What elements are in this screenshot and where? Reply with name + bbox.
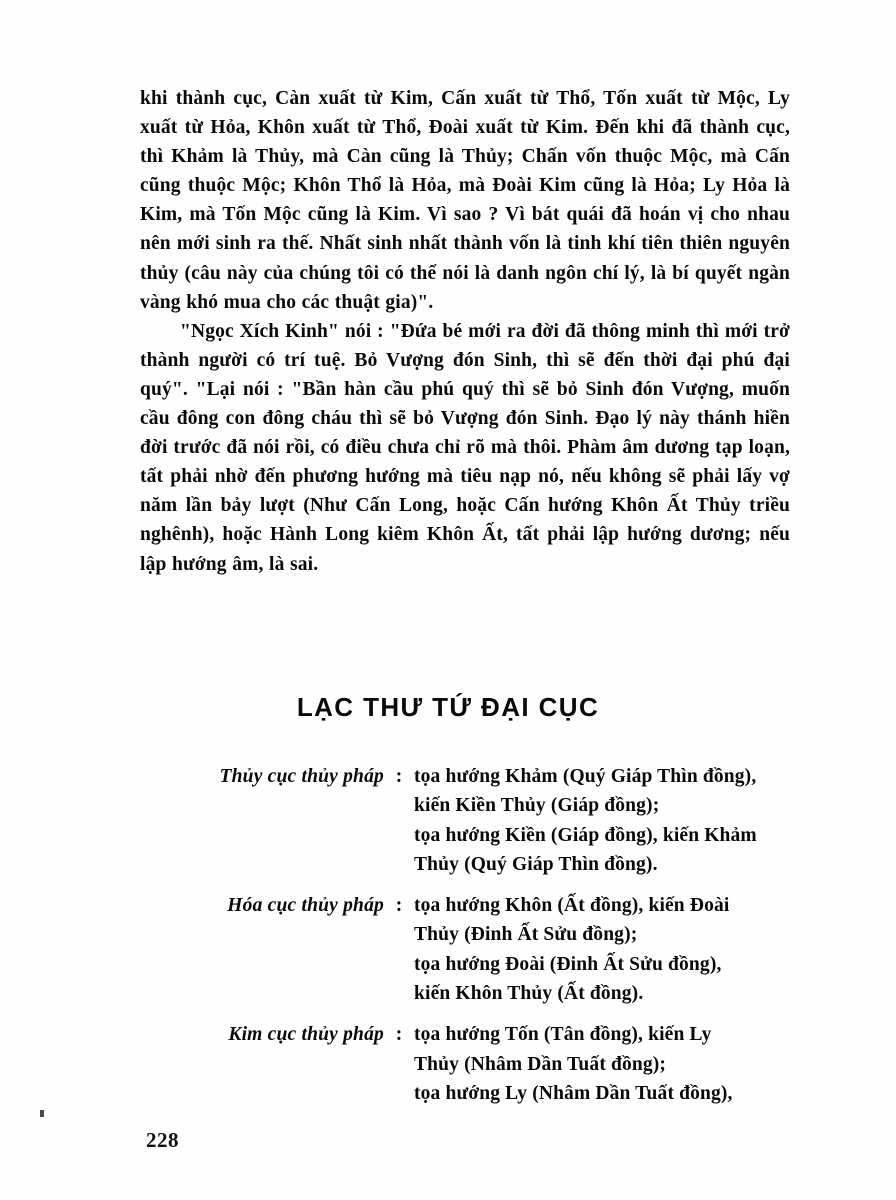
definition-line: Thủy (Nhâm Dần Tuất đồng); <box>414 1053 667 1075</box>
definition-line: tọa hướng Kiền (Giáp đồng), kiến Khảm <box>414 824 757 846</box>
section-heading: LẠC THƯ TỨ ĐẠI CỤC <box>296 692 600 722</box>
definition-row-kim-cuc <box>140 1020 796 1108</box>
definition-line: kiến Kiền Thủy (Giáp đồng); <box>414 795 660 817</box>
definition-list <box>140 762 796 1108</box>
definition-content-thuy-cuc <box>406 762 796 879</box>
definition-line: tọa hướng Tốn (Tân đồng), kiến Ly <box>414 1024 712 1046</box>
definition-row-thuy-cuc <box>140 762 796 879</box>
definition-label-thuy-cuc: Thủy cục thủy pháp <box>219 766 384 787</box>
definition-line: tọa hướng Khảm (Quý Giáp Thìn đồng), <box>414 766 757 787</box>
page-number: 228 <box>146 1128 179 1152</box>
definition-line: tọa hướng Đoài (Đinh Ất Sửu đồng), <box>414 953 722 975</box>
definition-content-kim-cuc <box>406 1020 796 1108</box>
definition-colon: : <box>395 766 403 787</box>
paragraph-1: khi thành cục, Càn xuất từ Kim, Cấn xuất từ Thổ, Tốn xuất từ Mộc, Ly xuất từ Hỏa, Khôn xuất từ Thổ, Đoài xuất từ Kim. Đến khi đã thành cục, thì Khảm là Thủy, mà Càn cũng là Thủy; Chấn vốn thuộc Mộc, mà Cấn cũng thuộc Mộc; Khôn Thổ là Hỏa, mà Đoài Kim cũng là Hỏa; Ly Hỏa là Kim, mà Tốn Mộc cũng là Kim. Vì sao ? Vì bát quái đã hoán vị cho nhau nên mới sinh ra thế. Nhất sinh nhất thành vốn là tinh khí tiên thiên nguyên thủy (câu này của chúng tôi có thể nói là danh ngôn chí lý, là bí quyết ngàn vàng khó mua cho các thuật gia)". <box>140 88 790 313</box>
definition-row-hoa-cuc <box>140 891 796 1008</box>
definition-content-hoa-cuc <box>406 891 796 1008</box>
definition-label-hoa-cuc: Hóa cục thủy pháp <box>227 895 384 917</box>
paragraph-2: "Ngọc Xích Kinh" nói : "Đứa bé mới ra đời đã thông minh thì mới trở thành người có trí tuệ. Bỏ Vượng đón Sinh, thì sẽ đến thời đại phú đại quý". "Lại nói : "Bần hàn cầu phú quý thì sẽ bỏ Sinh đón Vượng, muốn cầu đông con đông cháu thì sẽ bỏ Vượng đón Sinh. Đạo lý này thánh hiền đời trước đã nói rồi, có điều chưa chỉ rõ mà thôi. Phàm âm dương tạp loạn, tất phải nhờ đến phương hướng mà tiêu nạp nó, nếu không sẽ phải lấy vợ năm lần bảy lượt (Như Cấn Long, hoặc Cấn hướng Khôn Ất Thủy triều nghênh), hoặc Hành Long kiêm Khôn Ất, tất phải lập hướng dương; nếu lập hướng âm, là sai. <box>140 320 790 575</box>
body-text-block <box>140 84 790 579</box>
scan-artifact-speck <box>40 1110 44 1117</box>
definition-line: Thủy (Quý Giáp Thìn đồng). <box>414 853 658 875</box>
definition-line: tọa hướng Khôn (Ất đồng), kiến Đoài <box>414 895 730 917</box>
definition-line: Thủy (Đinh Ất Sửu đồng); <box>414 924 638 946</box>
definition-colon: : <box>395 895 403 917</box>
definition-line: kiến Khôn Thủy (Ất đồng). <box>414 983 644 1005</box>
definition-colon: : <box>395 1024 403 1046</box>
definition-line: tọa hướng Ly (Nhâm Dần Tuất đồng), <box>414 1082 733 1104</box>
definition-label-kim-cuc: Kim cục thủy pháp <box>228 1024 384 1046</box>
